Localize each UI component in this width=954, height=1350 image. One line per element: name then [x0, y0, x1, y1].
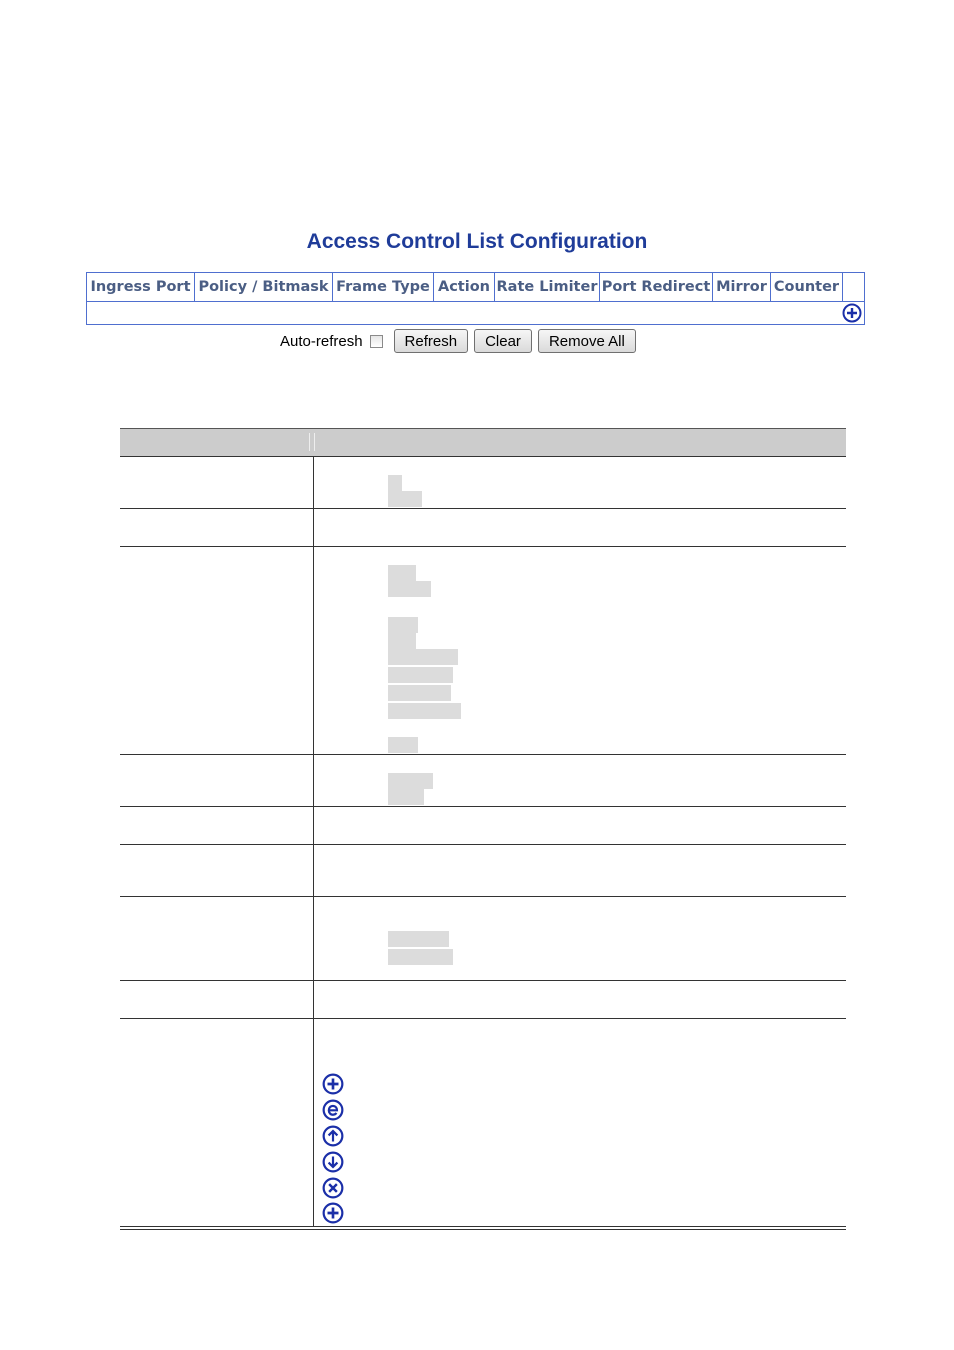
- table-row: [120, 1018, 846, 1226]
- remove-all-button[interactable]: Remove All: [538, 329, 636, 353]
- col-ingress-port: Ingress Port: [87, 273, 195, 301]
- col-frame-type: Frame Type: [333, 273, 434, 301]
- auto-refresh-label: Auto-refresh: [280, 332, 363, 350]
- col-rate-limiter: Rate Limiter: [495, 273, 600, 301]
- table-row: [120, 844, 846, 896]
- add-icon[interactable]: [842, 303, 862, 327]
- table-row: [120, 980, 846, 1018]
- table-row: [120, 806, 846, 844]
- col-policy-bitmask: Policy / Bitmask: [195, 273, 333, 301]
- col-action: Action: [434, 273, 495, 301]
- table-bottom-rule: [120, 1226, 846, 1230]
- table-row: [120, 508, 846, 546]
- table-row: [120, 546, 846, 754]
- acl-table-body: [87, 302, 864, 325]
- control-bar: [280, 328, 642, 354]
- table-row: [120, 754, 846, 806]
- edit-icon: [322, 1099, 344, 1125]
- clear-button[interactable]: Clear: [474, 329, 532, 353]
- col-port-redirect: Port Redirect: [600, 273, 713, 301]
- page-title: Access Control List Configuration: [306, 230, 648, 253]
- table-row: [120, 456, 846, 508]
- description-table: [120, 428, 846, 1226]
- acl-table: [86, 272, 865, 325]
- move-down-icon: [322, 1151, 344, 1177]
- table-row: [120, 896, 846, 980]
- add-icon: [322, 1202, 344, 1228]
- auto-refresh-checkbox[interactable]: [370, 335, 383, 348]
- col-counter: Counter: [771, 273, 843, 301]
- description-table-header: [120, 428, 846, 456]
- refresh-button[interactable]: Refresh: [394, 329, 469, 353]
- col-actions: [843, 273, 863, 301]
- move-up-icon: [322, 1125, 344, 1151]
- add-icon: [322, 1073, 344, 1099]
- delete-icon: [322, 1177, 344, 1203]
- acl-table-header: [87, 273, 864, 302]
- col-mirror: Mirror: [713, 273, 771, 301]
